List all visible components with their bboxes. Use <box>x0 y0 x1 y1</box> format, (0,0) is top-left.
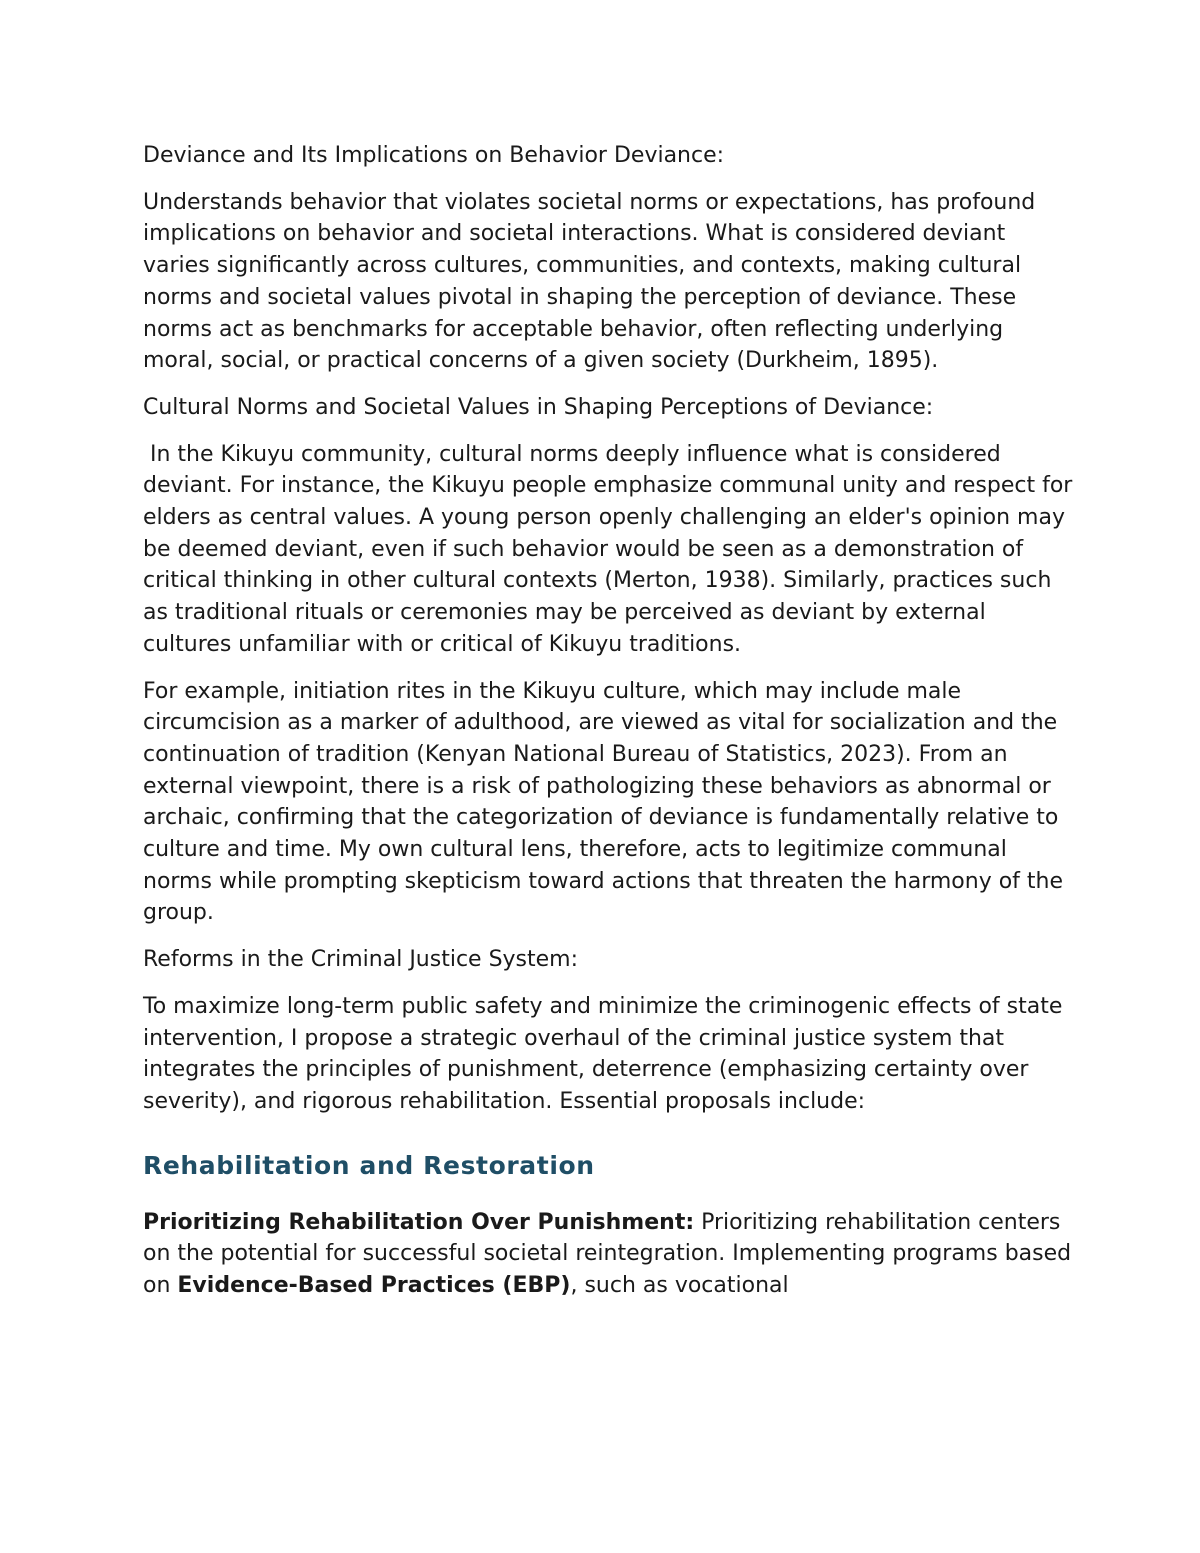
section-heading: Rehabilitation and Restoration <box>143 1150 595 1180</box>
intro-heading: Deviance and Its Implications on Behavior Deviance: <box>143 143 725 168</box>
intro-paragraph: Understands behavior that violates societal norms or expectations, has profound implications on behavior and societal interactions. What is considered deviant varies significantly across cultures, communities, and contexts, making cultural norms and societal values pivotal in shaping the perception of deviance. These norms act as benchmarks for acceptable behavior, often reflecting underlying moral, social, or practical concerns of a given society (Durkheim, 1895). <box>143 189 1036 374</box>
rehab-bold-ebp: Evidence-Based Practices (EBP) <box>177 1273 571 1299</box>
reforms-heading: Reforms in the Criminal Justice System: <box>143 947 579 973</box>
rehab-text-1: Prioritizing rehabilitation centers on the potential for successful societal reintegration. Implementing programs based on <box>143 1209 1072 1299</box>
rehabilitation-paragraph <box>143 1207 1073 1302</box>
rehab-text-2: , such as vocational <box>570 1273 789 1299</box>
reforms-paragraph: To maximize long-term public safety and minimize the criminogenic effects of state intervention, I propose a strategic overhaul of the criminal justice system that integrates the principles of punishment, deterrence (emphasizing certainty over severity), and rigorous rehabilitation. Essential proposals include: <box>143 993 1063 1114</box>
cultural-norms-heading: Cultural Norms and Societal Values in Shaping Perceptions of Deviance: <box>143 394 934 420</box>
rehab-bold-lead: Prioritizing Rehabilitation Over Punishment: <box>143 1209 695 1235</box>
example-paragraph: For example, initiation rites in the Kikuyu culture, which may include male circumcision as a marker of adulthood, are viewed as vital for socialization and the continuation of tradition (Kenyan National Bureau of Statistics, 2023). From an external viewpoint, there is a risk of pathologizing these behaviors as abnormal or archaic, confirming that the categorization of deviance is fundamentally relative to culture and time. My own cultural lens, therefore, acts to legitimize communal norms while prompting skepticism toward actions that threaten the harmony of the group. <box>143 678 1064 926</box>
kikuyu-paragraph: In the Kikuyu community, cultural norms deeply influence what is considered deviant. For instance, the Kikuyu people emphasize communal unity and respect for elders as central values. A young person openly challenging an elder's opinion may be deemed deviant, even if such behavior would be seen as a demonstration of critical thinking in other cultural contexts (Merton, 1938). Similarly, practices such as traditional rituals or ceremonies may be perceived as deviant by external cultures unfamiliar with or critical of Kikuyu traditions. <box>143 441 1080 657</box>
document-page <box>143 140 1080 1317</box>
